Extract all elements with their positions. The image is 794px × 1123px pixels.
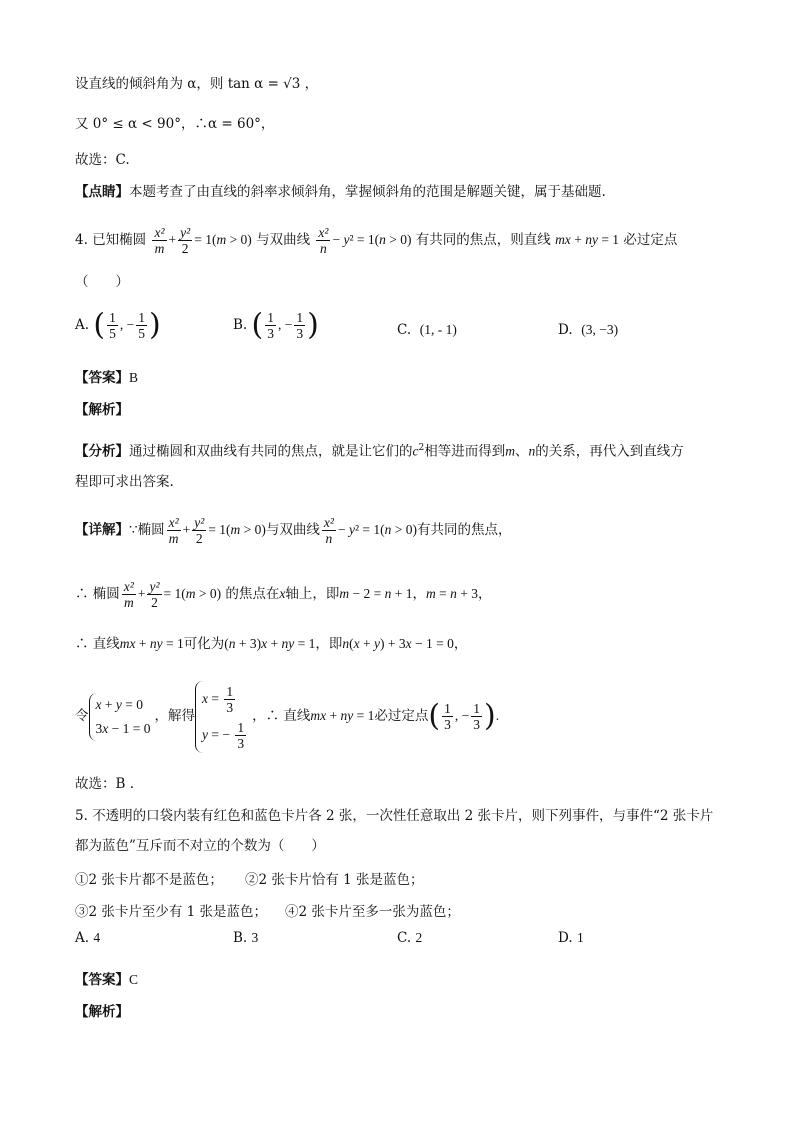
q5-option-d-label: D.	[558, 930, 573, 946]
q4-detail-text2: 与双曲线	[265, 522, 320, 538]
q4-option-a-label: A.	[75, 317, 90, 333]
q4-number: 4.	[75, 232, 88, 248]
q5-option-a-value: 4	[93, 930, 101, 945]
q4-option-a-den2: 5	[138, 326, 145, 341]
intro-line-3: 故选：C.	[75, 152, 130, 168]
tip-tag: 【点睛】	[75, 184, 129, 200]
q5-event-3: ③2 张卡片至少有 1 张是蓝色；	[75, 904, 268, 920]
q4-option-d[interactable]	[558, 322, 618, 338]
q4-step2-c: 轴上，即	[285, 586, 340, 602]
q5-stem-2: 都为蓝色”互斥而不对立的个数为（ ）	[75, 838, 325, 854]
q4-option-c-label: C.	[397, 322, 412, 338]
q4-option-b-num1: 1	[267, 310, 274, 325]
q5-option-c[interactable]	[397, 930, 422, 946]
q4-option-d-value: (3, −3)	[581, 322, 619, 337]
q5-option-d[interactable]	[558, 930, 584, 946]
q4-option-c[interactable]	[397, 322, 457, 338]
q5-number: 5.	[75, 808, 88, 824]
q4-detail-2: ∴ 椭圆 $\frac{\text{x²}}{m}$ + $\frac{\text{y²}}{2}$ = 1(m > 0) 的焦点在x轴上，即m − 2 = n + 1，m = n + 3，	[75, 579, 492, 610]
equation-system: x + y = 0 3x − 1 = 0	[89, 693, 155, 741]
intro-line-1: 设直线的倾斜角为 α，则 tan α = √3 ，	[75, 76, 319, 92]
q4-fenxi: 【分析】通过椭圆和双曲线有共同的焦点，就是让它们的$c^2$相等进而得到m、n的关系，再代入到直线方	[75, 443, 684, 460]
q4-option-b-den1: 3	[267, 326, 274, 341]
ellipse-fraction-x: $\frac{\text{x²}}{m}$	[154, 225, 165, 256]
q4-stem-c: 有共同的焦点，则直线	[415, 232, 551, 248]
hyperbola-fraction-x: $\frac{\text{x²}}{n}$	[318, 225, 329, 256]
q4-step4-a: 令	[75, 708, 89, 724]
q4-stem-b: 与双曲线	[256, 232, 311, 248]
q4-option-a[interactable]: A. ( $\frac{1}{5}$ , − $\frac{1}{5}$ )	[75, 307, 161, 343]
q4-analysis-tag: 【解析】	[75, 402, 129, 418]
q4-option-d-label: D.	[558, 322, 573, 338]
q5-option-a[interactable]	[75, 930, 100, 946]
q5-option-c-value: 2	[415, 930, 423, 945]
q4-fenxi-text3: 的关系，再代入到直线方	[535, 443, 684, 460]
q4-detail-tag: 【详解】	[75, 522, 129, 538]
q4-stem-a: 已知椭圆	[92, 232, 147, 248]
q5-event-2: ②2 张卡片恰有 1 张是蓝色；	[245, 872, 424, 888]
q4-option-b-num2: 1	[296, 310, 304, 325]
tip-paragraph	[75, 182, 606, 202]
q4-stem-d: 必过定点	[623, 232, 678, 248]
q4-option-b-label: B.	[233, 317, 248, 333]
q4-option-a-num2: 1	[138, 310, 145, 325]
q5-event-4: ④2 张卡片至多一张为蓝色；	[285, 904, 460, 920]
intro-line-2: 又 0° ≤ α < 90°，∴α = 60°，	[75, 116, 275, 132]
q5-stem-line1: 不透明的口袋内装有红色和蓝色卡片各 2 张，一次性任意取出 2 张卡片，则下列事件，与事件“2 张卡片	[92, 808, 714, 824]
q4-option-b[interactable]: B. ( $\frac{1}{3}$ , − $\frac{1}{3}$ )	[233, 307, 319, 343]
q5-answer	[75, 970, 138, 990]
q5-answer-tag: 【答案】	[75, 972, 129, 988]
q5-event-1: ①2 张卡片都不是蓝色；	[75, 872, 223, 888]
q5-option-d-value: 1	[576, 930, 584, 945]
q5-stem-1	[75, 806, 713, 826]
q4-step3-c: ，即	[315, 636, 343, 652]
q4-answer	[75, 368, 138, 388]
q4-detail-text3: 有共同的焦点，	[416, 522, 512, 538]
q4-detail-3: ∴ 直线mx + ny = 1可化为(n + 3)x + ny = 1，即n(x + y) + 3x − 1 = 0，	[75, 636, 468, 652]
q4-step2-a: ∴ 椭圆	[75, 586, 120, 602]
q4-blank: （ ）	[75, 274, 129, 290]
q4-conclusion: 故选：B .	[75, 776, 135, 792]
q4-option-a-num1: 1	[109, 310, 116, 325]
q4-step4-c: ，∴ 直线	[252, 708, 311, 724]
q4-fenxi-tag: 【分析】	[75, 443, 129, 460]
q4-step4-b: ，解得	[154, 708, 195, 724]
solution-system: x = $\frac{1}{3}$ y = − $\frac{1}{3}$	[195, 681, 252, 753]
q4-fenxi-text1: 通过椭圆和双曲线有共同的焦点，就是让它们的	[129, 443, 413, 460]
q5-option-b-value: 3	[251, 930, 259, 945]
q4-step2-b: 的焦点在	[225, 586, 280, 602]
q5-answer-value: C	[129, 972, 139, 987]
q4-answer-value: B	[129, 370, 139, 385]
q4-answer-tag: 【答案】	[75, 370, 129, 386]
q4-option-b-den2: 3	[296, 326, 304, 341]
q5-analysis-tag: 【解析】	[75, 1004, 129, 1020]
q4-detail-1: 【详解】∵椭圆 $\frac{\text{x²}}{m}$ + $\frac{\text{y²}}{2}$ = 1(m > 0)与双曲线 $\frac{\text{x²}}{n}$ − y² = 1(n > 0)有共同的焦点，	[75, 515, 512, 546]
q4-step3-b: 可化为	[183, 636, 225, 652]
q4-option-c-value: (1, - 1)	[419, 322, 457, 337]
q4-option-a-den1: 5	[109, 326, 116, 341]
q5-option-b-label: B.	[233, 930, 248, 946]
q4-detail-text1: 椭圆	[137, 522, 165, 538]
q4-fenxi-text2: 相等进而得到	[424, 443, 506, 460]
q5-option-b[interactable]	[233, 930, 258, 946]
q4-step4-d: 必过定点	[374, 708, 429, 724]
q4-stem: 4. 已知椭圆 $\frac{\text{x²}}{m}$ + $\frac{\text{y²}}{2}$ = 1(m > 0) 与双曲线 $\frac{\text{x²}}{n}$ − y² = 1(n > 0) 有共同的焦点，则直线 mx + ny = 1 必过定点	[75, 225, 678, 256]
q5-option-c-label: C.	[397, 930, 412, 946]
q4-detail-4: 令 x + y = 0 3x − 1 = 0 ，解得 x = $\frac{1}{3}$ y = − $\frac{1}{3}$ ，∴ 直线mx + ny = 1必过定点( $\frac{1}{3}$ , − $\frac{1}{3}$ ).	[75, 676, 499, 756]
tip-text: 本题考查了由直线的斜率求倾斜角，掌握倾斜角的范围是解题关键，属于基础题.	[129, 184, 606, 200]
q4-fenxi-cont: 程即可求出答案.	[75, 474, 174, 490]
q4-step3-a: ∴ 直线	[75, 636, 120, 652]
q5-option-a-label: A.	[75, 930, 90, 946]
ellipse-fraction-y: $\frac{\text{y²}}{2}$	[180, 225, 191, 256]
